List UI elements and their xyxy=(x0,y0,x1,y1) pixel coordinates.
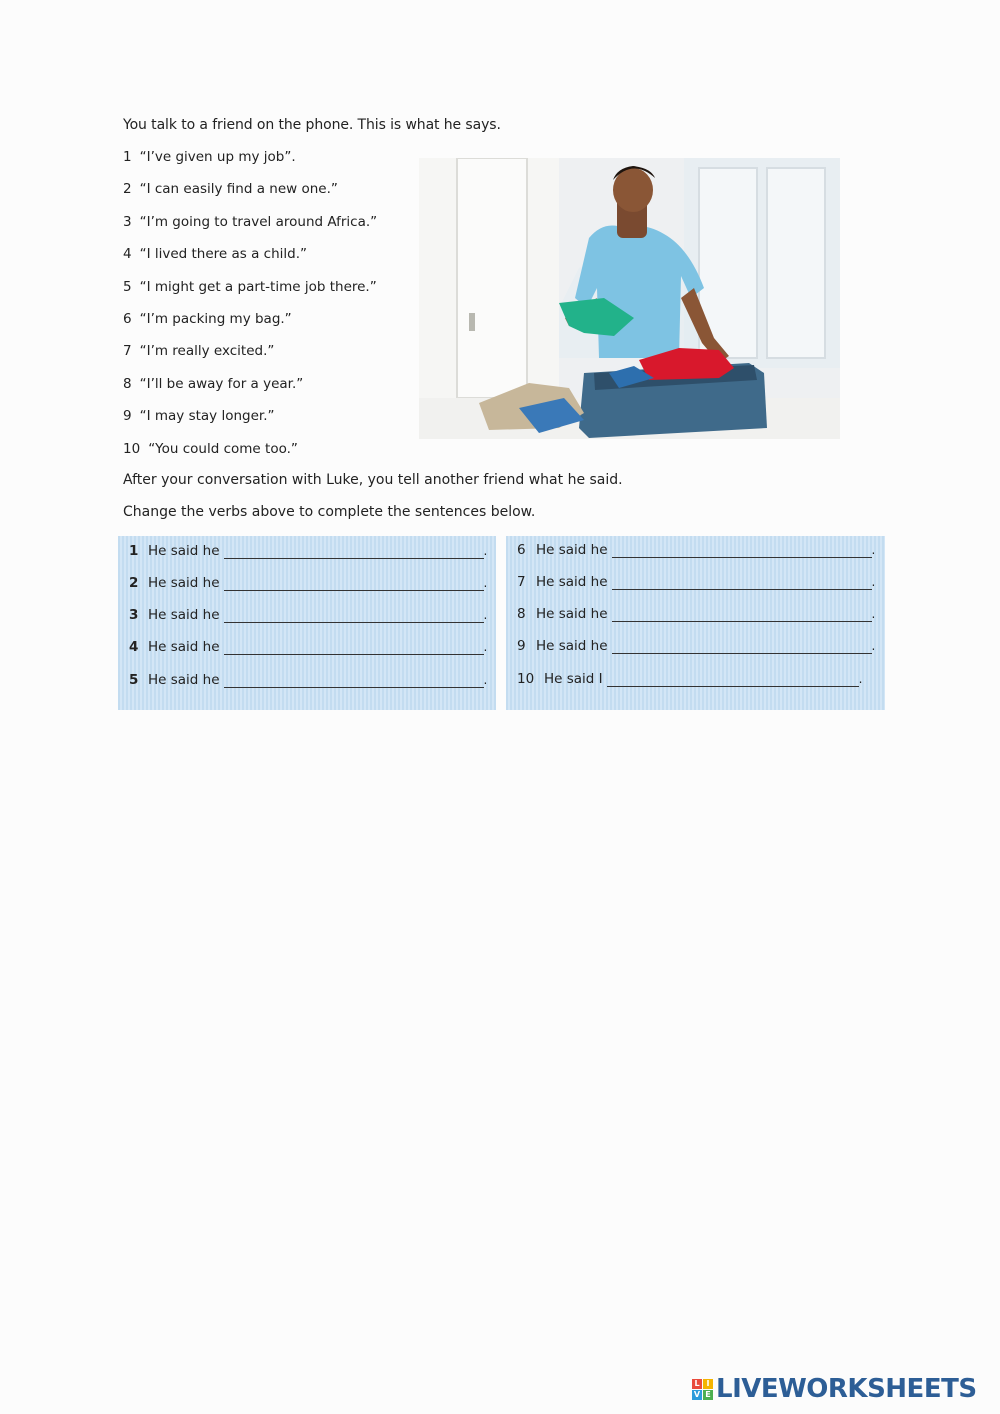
answer-blank[interactable] xyxy=(224,544,484,559)
quote-item xyxy=(123,310,377,342)
answer-row xyxy=(517,638,875,658)
answer-number: 10 xyxy=(517,671,535,687)
answer-blank[interactable] xyxy=(612,543,872,558)
answer-number: 5 xyxy=(129,672,139,688)
logo-letter: I xyxy=(703,1379,713,1389)
answer-prompt: He said I xyxy=(544,671,603,687)
quote-number: 1 xyxy=(123,149,132,165)
answer-prompt: He said he xyxy=(148,543,220,559)
quote-number: 8 xyxy=(123,375,132,392)
answer-prompt: He said he xyxy=(148,575,220,591)
quote-item xyxy=(123,375,377,407)
answer-number: 9 xyxy=(517,638,526,654)
logo-letter: E xyxy=(703,1390,713,1400)
answer-row xyxy=(129,607,487,627)
answer-blank[interactable] xyxy=(612,607,872,622)
period: . xyxy=(858,672,863,686)
answer-blank[interactable] xyxy=(224,673,484,688)
quote-item xyxy=(123,213,377,245)
period: . xyxy=(871,639,876,653)
quote-text: “I’m packing my bag.” xyxy=(139,310,292,327)
quote-number: 4 xyxy=(123,246,132,263)
quote-item xyxy=(123,407,377,439)
answer-number: 4 xyxy=(129,639,139,655)
quote-text: “I’ve given up my job”. xyxy=(139,149,296,165)
quote-text: “I might get a part-time job there.” xyxy=(139,278,377,295)
quote-item xyxy=(123,278,377,310)
quote-text: “I may stay longer.” xyxy=(139,408,275,425)
quote-text: “You could come too.” xyxy=(148,440,298,457)
answer-row xyxy=(129,672,487,692)
quote-text: “I lived there as a child.” xyxy=(139,246,308,263)
answer-number: 7 xyxy=(517,574,526,590)
answers-box-left xyxy=(118,536,496,710)
logo-letter: V xyxy=(693,1389,701,1399)
answer-row xyxy=(129,575,487,595)
answer-blank[interactable] xyxy=(224,576,484,591)
quote-number: 5 xyxy=(123,278,132,295)
period: . xyxy=(871,575,876,589)
period: . xyxy=(483,544,488,558)
period: . xyxy=(483,608,488,622)
answer-prompt: He said he xyxy=(536,606,608,622)
quote-number: 6 xyxy=(123,310,132,327)
answer-number: 1 xyxy=(129,543,139,559)
quote-number: 9 xyxy=(123,408,132,425)
answer-row xyxy=(517,574,875,594)
liveworksheets-logo xyxy=(692,1374,977,1404)
answer-row xyxy=(129,543,487,563)
answer-row xyxy=(517,542,875,562)
answer-number: 2 xyxy=(129,575,139,591)
logo-text: LIVEWORKSHEETS xyxy=(716,1374,977,1404)
intro-text: You talk to a friend on the phone. This is what he says. xyxy=(123,117,501,133)
answer-row xyxy=(517,671,862,691)
answer-prompt: He said he xyxy=(148,639,220,655)
answer-blank[interactable] xyxy=(224,608,484,623)
quote-number: 7 xyxy=(123,343,132,360)
quote-item xyxy=(123,245,377,277)
man-packing-suitcase-photo xyxy=(419,158,840,439)
answer-blank[interactable] xyxy=(224,640,484,655)
quote-item xyxy=(123,148,377,180)
answer-blank[interactable] xyxy=(607,672,859,687)
quote-number: 2 xyxy=(123,181,132,198)
quotes-list xyxy=(123,148,377,472)
logo-blocks-icon xyxy=(692,1379,713,1400)
answer-number: 6 xyxy=(517,542,526,558)
quote-number: 3 xyxy=(123,213,132,230)
answers-box-right xyxy=(506,536,885,710)
answer-blank[interactable] xyxy=(612,639,872,654)
quote-text: “I’m going to travel around Africa.” xyxy=(139,213,378,230)
instruction-text: Change the verbs above to complete the sentences below. xyxy=(123,504,536,520)
answer-number: 3 xyxy=(129,607,139,623)
quote-number: 10 xyxy=(123,440,141,457)
answer-row xyxy=(517,606,875,626)
answer-prompt: He said he xyxy=(536,542,608,558)
answer-prompt: He said he xyxy=(148,672,220,688)
answer-row xyxy=(129,639,487,659)
logo-letter: L xyxy=(692,1379,702,1389)
answer-number: 8 xyxy=(517,606,526,622)
period: . xyxy=(483,576,488,590)
quote-item xyxy=(123,342,377,374)
quote-text: “I’ll be away for a year.” xyxy=(139,375,304,392)
quote-item xyxy=(123,180,377,212)
answer-prompt: He said he xyxy=(536,574,608,590)
period: . xyxy=(483,673,488,687)
period: . xyxy=(871,543,876,557)
answer-prompt: He said he xyxy=(536,638,608,654)
answer-blank[interactable] xyxy=(612,575,872,590)
quote-item xyxy=(123,440,377,472)
quote-text: “I can easily find a new one.” xyxy=(139,181,338,198)
period: . xyxy=(483,640,488,654)
answer-prompt: He said he xyxy=(148,607,220,623)
quote-text: “I’m really excited.” xyxy=(139,343,275,360)
after-conversation-text: After your conversation with Luke, you tell another friend what he said. xyxy=(123,472,623,488)
period: . xyxy=(871,607,876,621)
